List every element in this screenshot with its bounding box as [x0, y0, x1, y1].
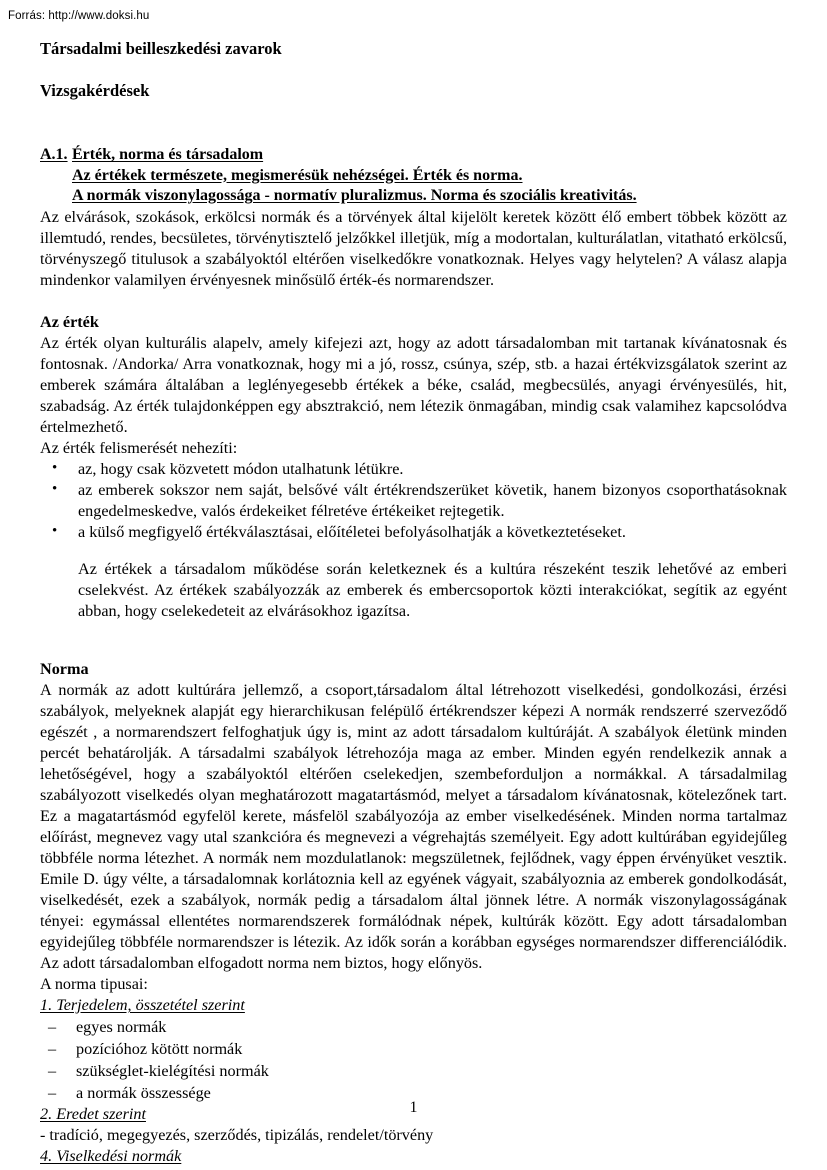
value-section-lead-in: Az érték felismerését nehezíti:	[40, 438, 238, 457]
value-section-paragraph: Az érték olyan kulturális alapelv, amely kifejezi azt, hogy az adott társadalomban mit tartanak kívánatosnak és fontosnak. /Andorka/ Arra vonatkoznak, hogy mi a jó, rossz, csúnya, szép, stb. a hazai értékvizsgálatok szerint az emberek számára általában a leglényegesebb értékek a béke, család, megbecsülés, anyagi érvényesülés, hit, szabadság. Az érték tulajdonképpen egy absztrakció, nem létezik önmagában, mindig csak valamihez kapcsolódva értelmezhető.	[40, 333, 787, 436]
list-item: – szükséglet-kielégítési normák	[48, 1060, 787, 1082]
document-body	[40, 36, 787, 1167]
norm-types-lead-in: A norma tipusai:	[40, 974, 148, 993]
norm-type-group-2-title-text: 2. Eredet szerint	[40, 1104, 146, 1123]
section-a1-intro-paragraph: Az elvárások, szokások, erkölcsi normák és a törvények által kijelölt keretek között élő embert többek között az illemtudó, rendes, becsületes, törvénytisztelő jelzőkkel illetjük, míg a modortalan, kulturálatlan, vitatható erkölcsű, törvényszegő titulusok a szabályoktól eltérően viselkedőkre vonatkoznak. Helyes vagy helytelen? A válasz alapja mindenkor valamilyen érvényesnek minősülő érték-és normarendszer.	[40, 207, 787, 289]
document-subtitle: Vizsgakérdések	[40, 81, 150, 100]
source-watermark: Forrás: http://www.doksi.hu	[8, 10, 150, 22]
norm-type-group-1-title-text: 1. Terjedelem, összetétel szerint	[40, 995, 245, 1014]
list-item: – pozícióhoz kötött normák	[48, 1038, 787, 1060]
value-section-heading: Az érték	[40, 312, 99, 331]
norm-section-paragraph: A normák az adott kultúrára jellemző, a csoport,társadalom által létrehozott viselkedési, gondolkozási, érzési szabályok, melyeknek alapját egy hierarchikusan felépülő értékrendszer képezi A normák rendszerré szerveződő egészét , a normarendszert felfoghatjuk úgy is, mint az adott társadalom kultúráját. A szabályok életünk minden percét behatárolják. A társadalmi szabályok létrehozója maga az ember. Minden egyén rendelkezik annak a lehetőségével, hogy a szabályoktól eltérően cselekedjen, szembeforduljon a normákkal. A társadalmilag szabályozott viselkedés olyan meghatározott magatartásmód, melyet a társadalom kívánatosnak, kötelezőnek tart. Ez a magatartásmód egyfelöl kerete, másfelöl szabályozója az ember viselkedésének. Minden norma tartalmaz előírást, megnevez vagy utal szankcióra és megnevezi a végrehajtás személyeit. Egy adott kultúrában egyidejűleg többféle norma létezhet. A normák nem mozdulatlanok: megszületnek, fejlődnek, vagy éppen érvényüket vesztik. Emile D. úgy vélte, a társadalomnak korlátoznia kell az egyének vágyait, szabályoznia az emberek gondolkodását, viselkedését, ezek a szabályok, normák pedig a társadalom által jönnek létre. A normák viszonylagosságának tényei: egymással ellentétes normarendszerek formálódnak népek, kultúrák között. Egy adott társadalomban egyidejűleg többféle normarendszer is létezik. Az idők során a korábban egységes normarendszer differenciálódik. Az adott társadalomban elfogadott norma nem biztos, hogy előnyös.	[40, 680, 787, 972]
list-item: – a normák összessége	[48, 1082, 787, 1104]
list-item: • az emberek sokszor nem saját, belsővé vált értékrendszerüket követik, hanem bizonyos csoporthatásoknak engedelmeskedve, valós érdekeiket félretéve értékeiket rejtegetik.	[52, 480, 787, 522]
section-a1-heading	[40, 101, 787, 207]
list-item: • az, hogy csak közvetett módon utalhatunk létükre.	[52, 459, 787, 480]
norm-type-group-4-title	[40, 1146, 787, 1167]
value-difficulties-list	[40, 459, 787, 543]
norm-type-group-4-title-text: 4. Viselkedési normák	[40, 1146, 182, 1165]
norm-section-heading: Norma	[40, 659, 89, 678]
section-a1-heading-line-1: A.1. Érték, norma és társadalom	[40, 146, 264, 163]
value-section-continuation-paragraph: Az értékek a társadalom működése során keletkeznek és a kultúra részeként teszik lehetővé az emberi cselekvést. Az értékek szabályozzák az emberek és embercsoportok közti interakciókat, segítik az egyént abban, hogy cselekedeteit az elvárásokhoz igazítsa.	[78, 559, 787, 620]
list-item: • a külső megfigyelő értékválasztásai, előítéletei befolyásolhatják a következtetéseket.	[52, 522, 787, 543]
norm-type-group-1-list	[40, 1016, 787, 1104]
section-a1-heading-line-2: Az értékek természete, megismerésük nehézségei. Érték és norma.	[40, 166, 523, 184]
norm-type-group-1-title	[40, 995, 787, 1016]
norm-type-group-2-item: - tradíció, megegyezés, szerződés, tipizálás, rendelet/törvény	[40, 1125, 434, 1144]
page-number: 1	[409, 1099, 418, 1116]
section-a1-heading-line-3: A normák viszonylagossága - normatív pluralizmus. Norma és szociális kreativitás.	[40, 187, 637, 204]
document-title: Társadalmi beilleszkedési zavarok	[40, 39, 282, 58]
list-item: – egyes normák	[48, 1016, 787, 1038]
